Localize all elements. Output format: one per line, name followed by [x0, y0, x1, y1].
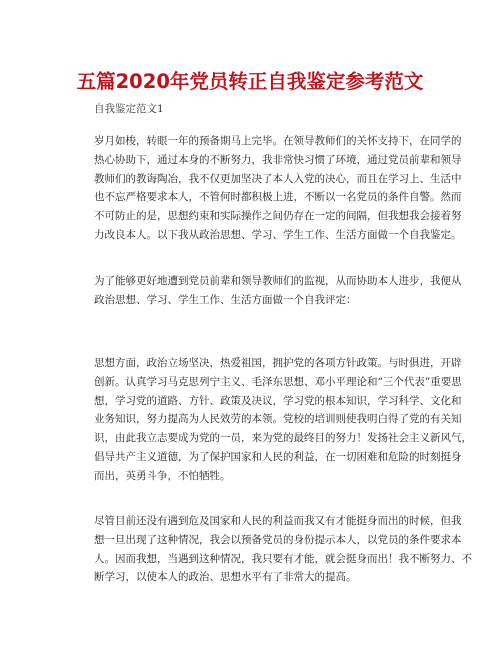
paragraph-line: 教师们的教诲陶冶，我不仅更加坚决了本人入党的决心，而且在学习上、生活中: [94, 172, 462, 185]
paragraph-line: 力改良本人。以下我从政治思想、学习、学生工作、生活方面做一个自我鉴定。: [94, 228, 462, 241]
document-title: 五篇2020年党员转正自我鉴定参考范文: [76, 70, 424, 93]
paragraph-line: 不可防止的是，思想约束和实际操作之间仍存在一定的间隔，但我想我会接着努: [94, 210, 462, 223]
paragraph-line: 想，学习党的道路、方针、政策及决议，学习党的根本知识，学习科学、文化和: [94, 394, 462, 407]
paragraph-line: 而出，英勇斗争，不怕牺牲。: [94, 469, 231, 482]
paragraph-line: 人。因而我想，当遇到这种情况，我只要有才能，就会挺身而出！我不断努力、不: [94, 552, 472, 565]
paragraph-line: 倡导共产主义道德，为了保护国家和人民的利益，在一切困难和危险的时刻挺身: [94, 450, 462, 463]
paragraph-line: 岁月如梭，转眼一年的预备期马上完毕。在领导教师们的关怀支持下，在同学的: [94, 135, 462, 147]
paragraph-2: [94, 272, 462, 310]
paragraph-line: 想一旦出现了这种情况，我会以预备党员的身份提示本人，以党员的条件要求本: [94, 533, 462, 546]
paragraph-line: 为了能够更好地遭到党员前辈和领导教师们的监视，从而协助本人进步，我便从: [94, 275, 462, 287]
paragraph-4: [94, 512, 472, 587]
paragraph-line: 业务知识，努力提高为人民效劳的本领。党校的培训则使我明白得了党的有关知: [94, 413, 462, 426]
paragraph-line: 思想方面，政治立场坚决，热爱祖国，拥护党的各项方针政策。与时俱进，开辟: [94, 357, 462, 369]
paragraph-line: 断学习，以使本人的政治、思想水平有了非常大的提高。: [94, 571, 357, 584]
paragraph-line: 识，由此我立志要成为党的一员，来为党的最终目的努力！发扬社会主义新风气，: [94, 432, 472, 445]
paragraph-line: 也不忘严格要求本人，不管何时都积极上进，不断以一名党员的条件自警。然而: [94, 191, 462, 204]
paragraph-line: 尽管目前还没有遇到危及国家和人民的利益而我又有才能挺身而出的时候，但我: [94, 515, 462, 527]
paragraph-line: 政治思想、学习、学生工作、生活方面做一个自我评定：: [94, 293, 357, 306]
paragraph-1: [94, 132, 462, 245]
paragraph-line: 创新。认真学习马克思列宁主义、毛泽东思想、邓小平理论和“三个代表”重要思: [94, 375, 462, 388]
paragraph-line: 热心协助下，通过本身的不断努力，我非常快习惯了环境，通过党员前辈和领导: [94, 153, 462, 166]
paragraph-3: [94, 354, 472, 486]
document-subtitle: 自我鉴定范文1: [94, 103, 164, 115]
